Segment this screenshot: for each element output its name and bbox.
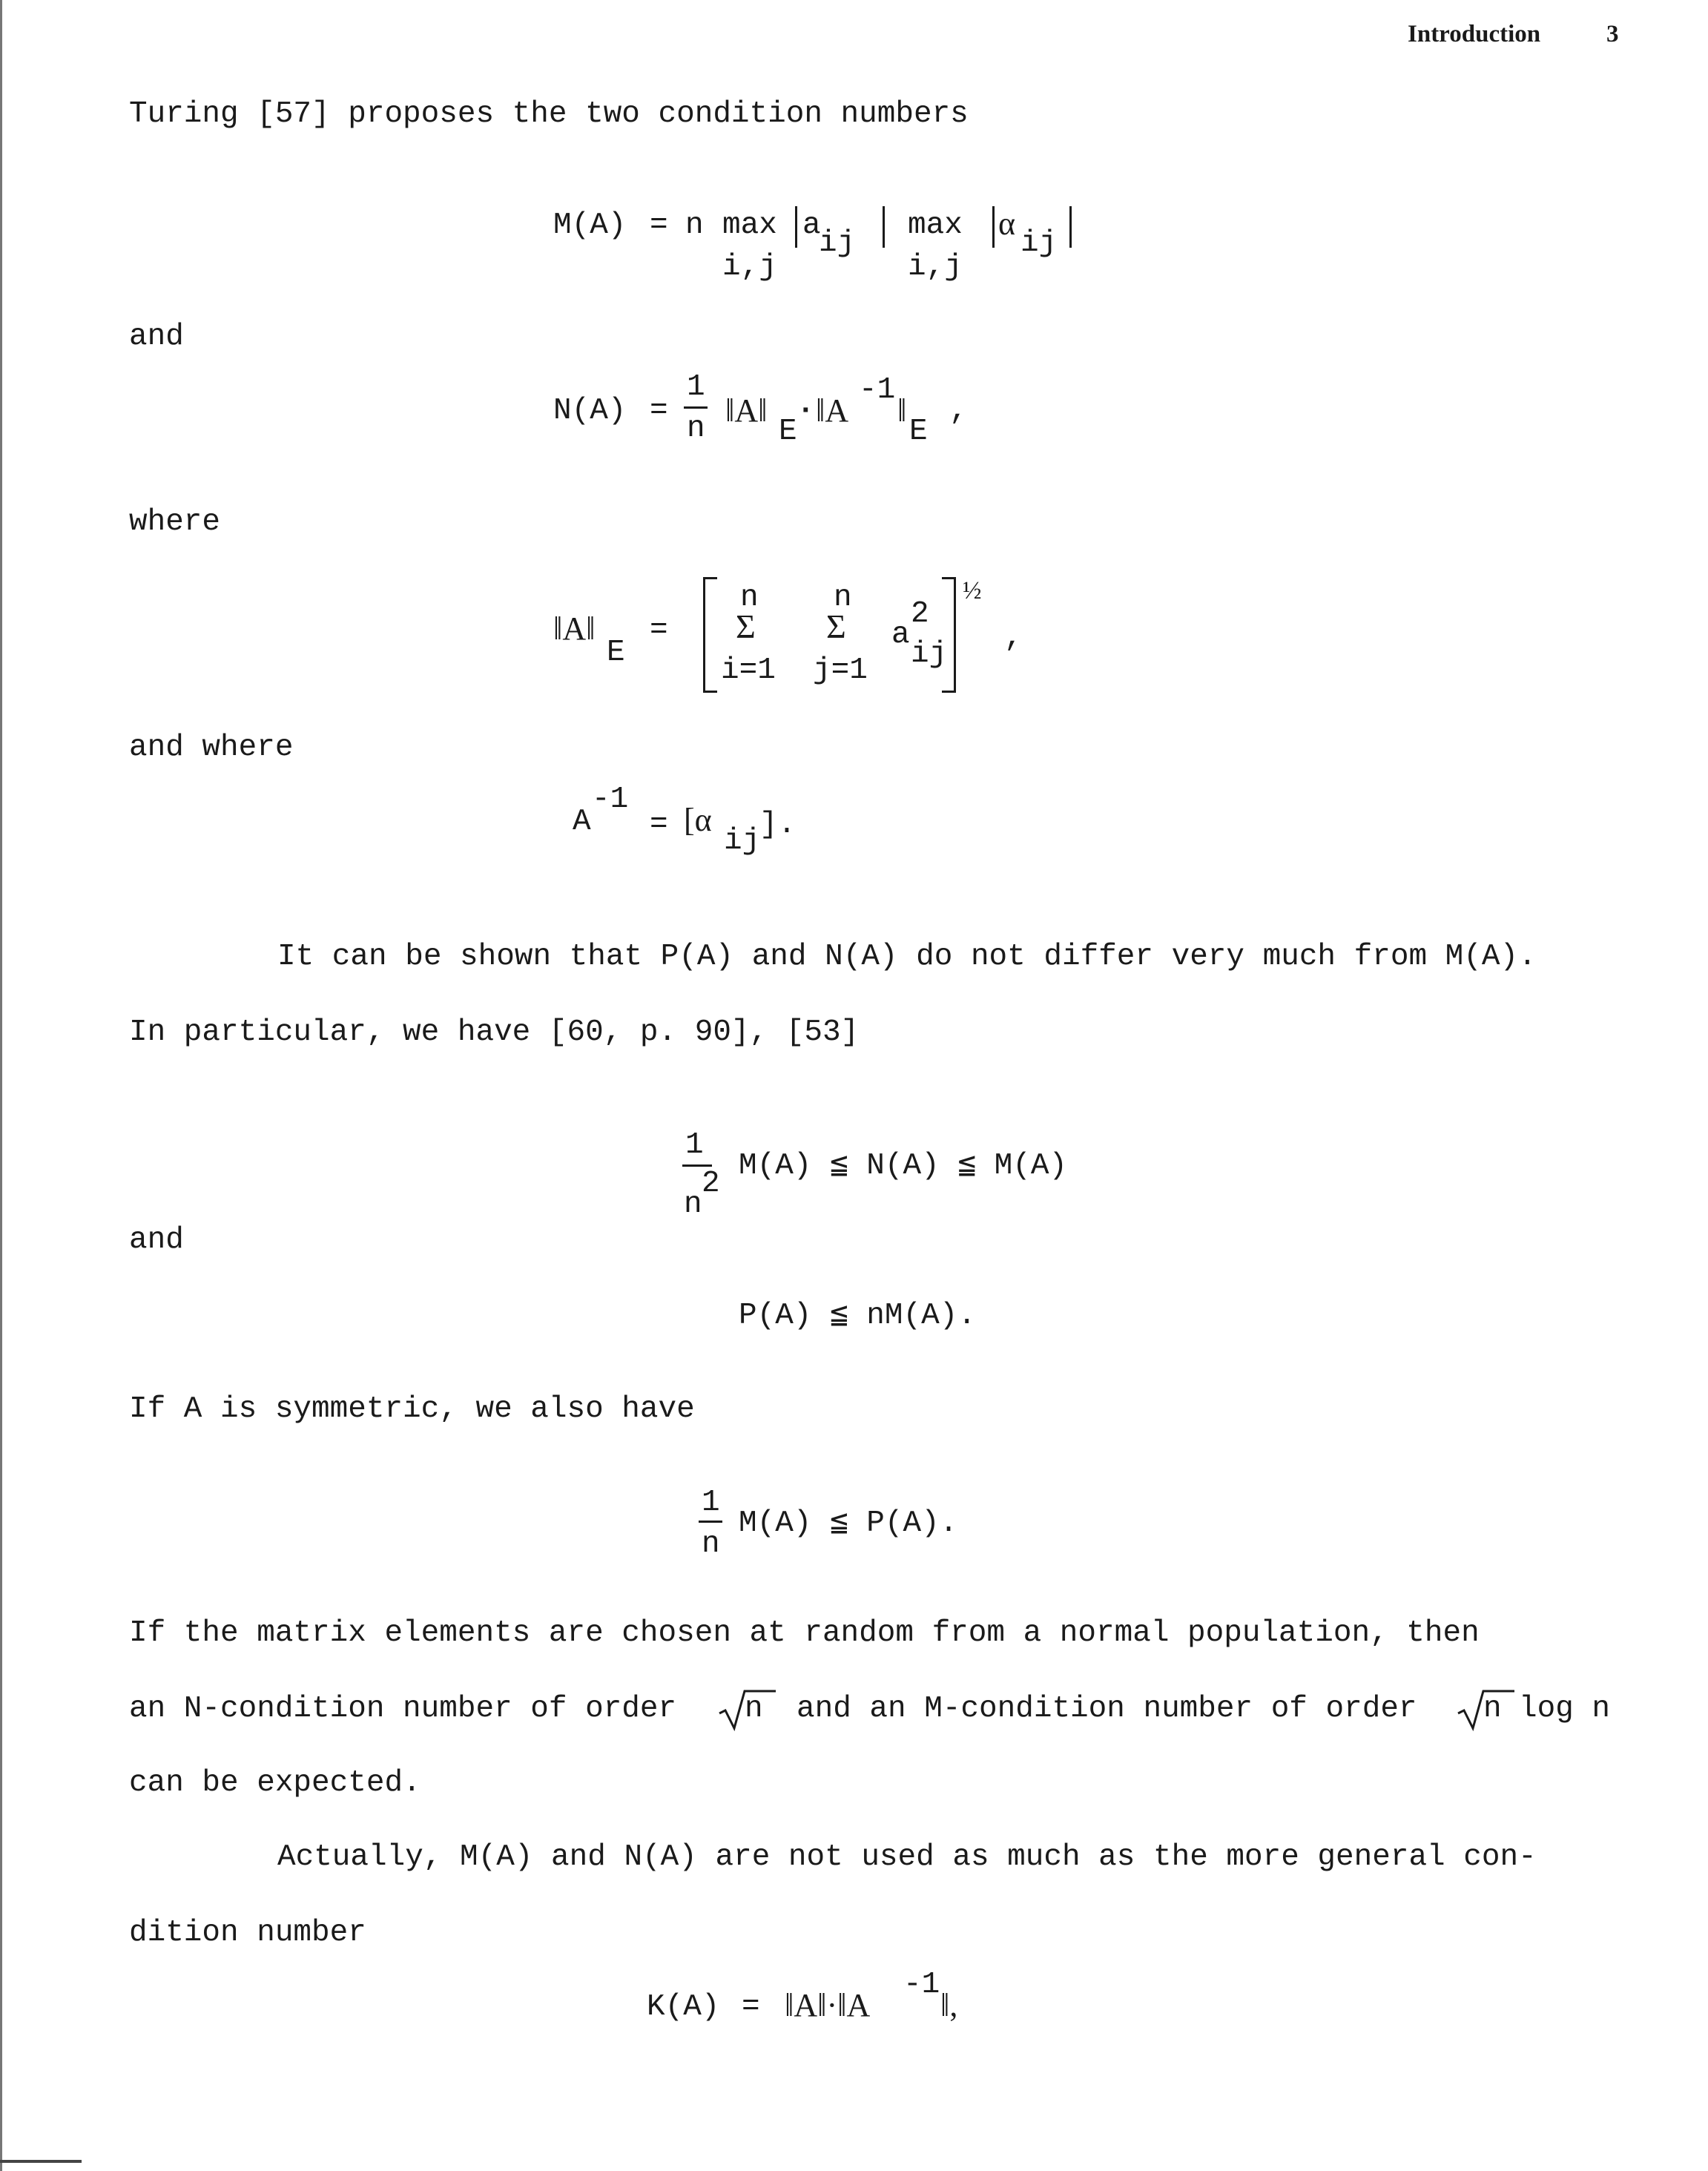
paragraph-turing: Turing [57] proposes the two condition numbers <box>129 97 969 131</box>
paragraph-5-line-1: Actually, M(A) and N(A) are not used as much as the more general con- <box>277 1840 1537 1874</box>
eq-m-alpha-sub: ij <box>1020 226 1058 260</box>
text-and-where: and where <box>129 731 294 765</box>
p4-sqrt2-arg: n <box>1483 1692 1502 1726</box>
eq-n-norm-close: ‖ <box>897 392 907 429</box>
eq-m-equals: = <box>650 208 668 243</box>
eq-e-left-bracket <box>703 577 717 693</box>
eq-k-equals: = <box>742 1990 760 2024</box>
eq-m-a: a <box>802 208 821 243</box>
page-number: 3 <box>1606 21 1619 47</box>
eq-ainv-rhs: [α <box>684 802 712 838</box>
eq-m-alpha: α <box>998 205 1016 242</box>
ineq1-num: 1 <box>685 1128 704 1162</box>
eq-ainv-lhs: A <box>573 805 591 839</box>
eq-e-a: a <box>891 618 910 652</box>
eq-n-equals: = <box>650 394 668 428</box>
ineq1-rest: M(A) ≦ N(A) ≦ M(A) <box>739 1149 1068 1183</box>
ineq3-den: n <box>702 1527 720 1561</box>
paragraph-4-line-3: can be expected. <box>129 1766 421 1800</box>
paragraph-5-line-2: dition number <box>129 1916 366 1950</box>
paragraph-4-line-1: If the matrix elements are chosen at random from a normal population, then <box>129 1616 1480 1650</box>
ineq3-rest: M(A) ≦ P(A). <box>739 1506 958 1541</box>
running-header-section: Introduction <box>1408 21 1541 47</box>
p4-sqrt1-arg: n <box>745 1692 763 1726</box>
bottom-margin-line <box>0 2160 82 2163</box>
eq-n-norm-ainv: ‖A <box>816 392 849 429</box>
ineq1-den-sup: 2 <box>702 1167 720 1201</box>
eq-ainv-equals: = <box>650 808 668 842</box>
ineq3-frac-bar <box>699 1521 722 1523</box>
eq-n-sup-inv: -1 <box>859 373 896 407</box>
eq-m-max1: max <box>722 208 777 243</box>
eq-e-sum1-top: n <box>740 581 759 615</box>
paragraph-2-line-2: In particular, we have [60, p. 90], [53] <box>129 1015 860 1050</box>
eq-k-lhs: K(A) <box>647 1990 720 2024</box>
eq-n-norm-a: ‖A‖ <box>725 392 768 429</box>
eq-e-a-sup: 2 <box>911 597 929 631</box>
eq-m-max1-sub: i,j <box>722 250 777 284</box>
eq-e-right-bracket <box>942 577 956 693</box>
p4-line2-part-a: an N-condition number of order <box>129 1692 677 1726</box>
text-where: where <box>129 505 221 539</box>
eq-n-dot: · <box>797 394 815 428</box>
eq-m-max2-sub: i,j <box>908 250 963 284</box>
eq-m-abs-bar2 <box>883 206 885 248</box>
eq-m-lhs: M(A) <box>553 208 627 243</box>
left-margin-line <box>0 0 2 2171</box>
eq-e-sum2: Σ <box>826 607 846 645</box>
eq-e-a-sub: ij <box>911 637 948 671</box>
paragraph-symmetric: If A is symmetric, we also have <box>129 1392 695 1426</box>
eq-e-lhs: ‖A‖ <box>553 610 596 647</box>
eq-m-abs-bar4 <box>1069 206 1072 248</box>
eq-n-num: 1 <box>687 370 705 404</box>
eq-n-frac-bar <box>684 406 708 409</box>
eq-e-comma: , <box>1004 621 1023 655</box>
eq-m-abs-bar1 <box>795 206 797 248</box>
eq-ainv-rhs-sub: ij <box>724 824 761 858</box>
eq-k-sup: -1 <box>903 1968 940 2002</box>
eq-m-a-sub: ij <box>819 226 856 260</box>
eq-m-n: n <box>685 208 704 243</box>
eq-k-rhs: ‖A‖·‖A <box>785 1987 871 2023</box>
eq-ainv-rhs-close: ]. <box>759 808 797 842</box>
eq-ainv-sup: -1 <box>592 783 629 817</box>
ineq3-num: 1 <box>702 1486 720 1520</box>
eq-e-sum1: Σ <box>736 607 756 645</box>
text-and-1: and <box>129 320 184 354</box>
ineq1-den: n <box>684 1187 702 1222</box>
text-and-2: and <box>129 1223 184 1257</box>
eq-m-abs-bar3 <box>992 206 995 248</box>
eq-e-sum2-top: n <box>834 581 852 615</box>
eq-m-max2: max <box>908 208 963 243</box>
eq-n-sub-e1: E <box>779 415 797 449</box>
eq-e-sum1-bot: i=1 <box>721 653 776 688</box>
eq-n-den: n <box>687 412 705 446</box>
eq-e-sum2-bot: j=1 <box>813 653 868 688</box>
eq-e-lhs-sub: E <box>607 636 625 670</box>
inequality-2: P(A) ≦ nM(A). <box>739 1299 976 1333</box>
eq-e-exp: ½ <box>963 577 982 604</box>
eq-e-equals: = <box>650 613 668 648</box>
eq-n-comma: , <box>949 394 968 428</box>
p4-line2-part-b: and an M-condition number of order <box>797 1692 1417 1726</box>
eq-n-sub-e2: E <box>909 415 928 449</box>
eq-n-lhs: N(A) <box>553 394 627 428</box>
paragraph-2-line-1: It can be shown that P(A) and N(A) do not differ very much from M(A). <box>277 940 1537 974</box>
eq-k-close: ‖, <box>940 1987 958 2023</box>
p4-line2-part-c: log n <box>1519 1692 1611 1726</box>
